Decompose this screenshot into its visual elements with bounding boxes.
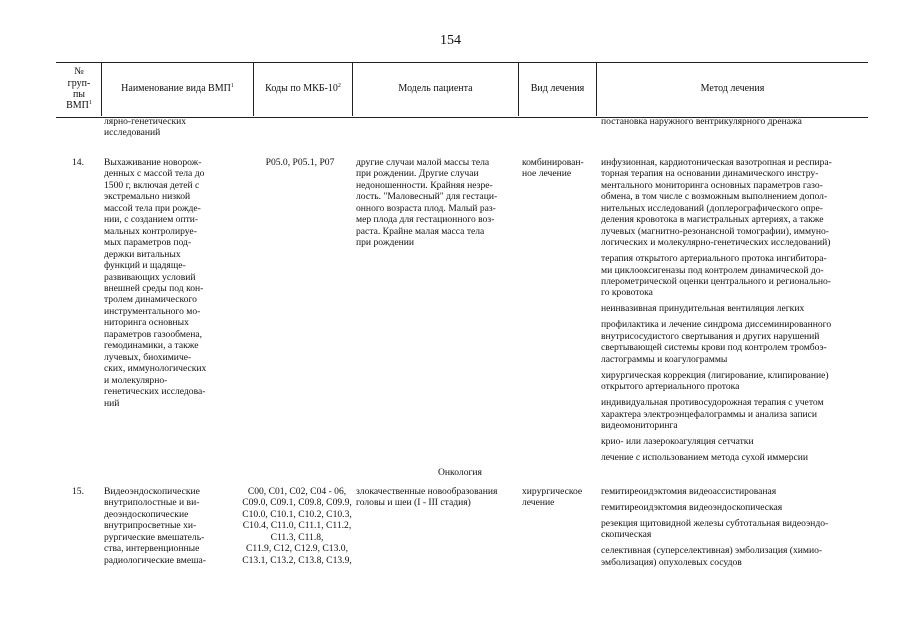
page-number: 154 — [440, 33, 461, 48]
method-item: гемитиреоидэктомия видеоэндоскопическая — [601, 501, 783, 513]
row14-name: Выхаживание новорож- денных с массой тела до 1500 г, включая детей с экстремально низкой массой тела при рожде- нии, с созданием опти- мальных контролируе- мых параметров под- держки витальных функций и щадяще- развивающих условий внешней среды под кон- тролем динамического инструментального мо- ниторинга основных параметров газообмена, гемодинамики, а также лучевых, биохимиче- ских, иммунологических и молекулярно- генетических исследова- ний — [104, 157, 207, 409]
continuation-method: постановка наружного вентрикулярного дренажа — [601, 116, 802, 127]
row14-codes: P05.0, P05.1, P07 — [265, 157, 335, 168]
continuation-name: лярно-генетических исследований — [104, 116, 187, 139]
header-treatment-type: Вид лечения — [530, 83, 585, 95]
header-patient-model: Модель пациента — [398, 83, 473, 95]
method-item: хирургическая коррекция (лигирование, клипирование) открытого артериального протока — [601, 369, 829, 393]
method-item: резекция щитовидной железы субтотальная видеоэндо- скопическая — [601, 517, 829, 541]
method-item: профилактика и лечение синдрома диссеминированного внутрисосудистого свертывания и других нарушений свертывающей системы крови под контролем тромбоэ- ластограммы и коагулограммы — [601, 319, 832, 365]
section-title: Онкология — [438, 467, 482, 478]
row14-patient-model: другие случаи малой массы тела при рождении. Другие случаи недоношенности. Крайняя незре- лость. "Маловесный" для гестаци- онного возраста плод. Малый раз- мер плода для гестационного воз- раста. Крайне малая масса тела при рождении — [356, 157, 498, 249]
method-item: крио- или лазерокоагуляция сетчатки — [601, 435, 754, 447]
method-item: гемитиреоидэктомия видеоассистированая — [601, 486, 777, 497]
row15-patient-model: злокачественные новообразования головы и шеи (I - III стадия) — [356, 486, 498, 509]
row14-number: 14. — [72, 157, 84, 168]
row15-treatment-type: хирургическое лечение — [522, 486, 583, 509]
header-vmp-name: Наименование вида ВМП$^1$ — [121, 83, 234, 95]
method-item: лечение с использованием метода сухой иммерсии — [601, 451, 809, 463]
header-group-no: № груп- пы ВМП$^1$ — [66, 66, 92, 112]
method-item: селективная (суперселективная) эмболизация (химио- эмболизация) опухолевых сосудов — [601, 545, 823, 568]
header-mkb-codes: Коды по МКБ-$10^2$ — [265, 83, 341, 95]
method-item: индивидуальная противосудорожная терапия с учетом характера электроэнцефалограммы и анализа записи видеомониторинга — [601, 397, 824, 432]
row14-treatment-type: комбинирован- ное лечение — [522, 157, 584, 180]
row14-methods — [601, 157, 832, 468]
row15-name: Видеоэндоскопические внутриполостные и ви- деоэндоскопические внутрипросветные хи- рургические вмешатель- ства, интервенционные радиологические вмеша- — [104, 486, 206, 566]
method-item: терапия открытого артериального протока ингибитора- ми циклооксигеназы под контролем динамической до- плерометрической оценки центрального и регионально- го кровотока — [601, 253, 831, 299]
method-item: инфузионная, кардиотоническая вазотропная и респира- торная терапия на основании динамического инстру- ментального мониторинга основных параметров газо- обмена, в том числе с возможным выполнением допол- нительных исследований (доплерографического опре- деления кровотока в магистральных артериях, а также лучевых (магнитно-резонансной томографии), иммуно- логических и молекулярно-генетических исследований) — [601, 157, 832, 249]
header-treatment-method: Метод лечения — [700, 83, 765, 95]
row15-methods — [601, 486, 828, 573]
row15-number: 15. — [72, 486, 84, 497]
row15-codes: C00, C01, C02, C04 - 06, C09.0, C09.1, C09.8, C09.9, C10.0, C10.1, C10.2, C10.3, C10.4, C11.0, C11.1, C11.2, C11.3, C11.8, C11.9, C12, C12.9, C13.0, C13.1, C13.2, C13.8, C13.9, — [242, 486, 352, 566]
method-item: неинвазивная принудительная вентиляция легких — [601, 303, 805, 315]
